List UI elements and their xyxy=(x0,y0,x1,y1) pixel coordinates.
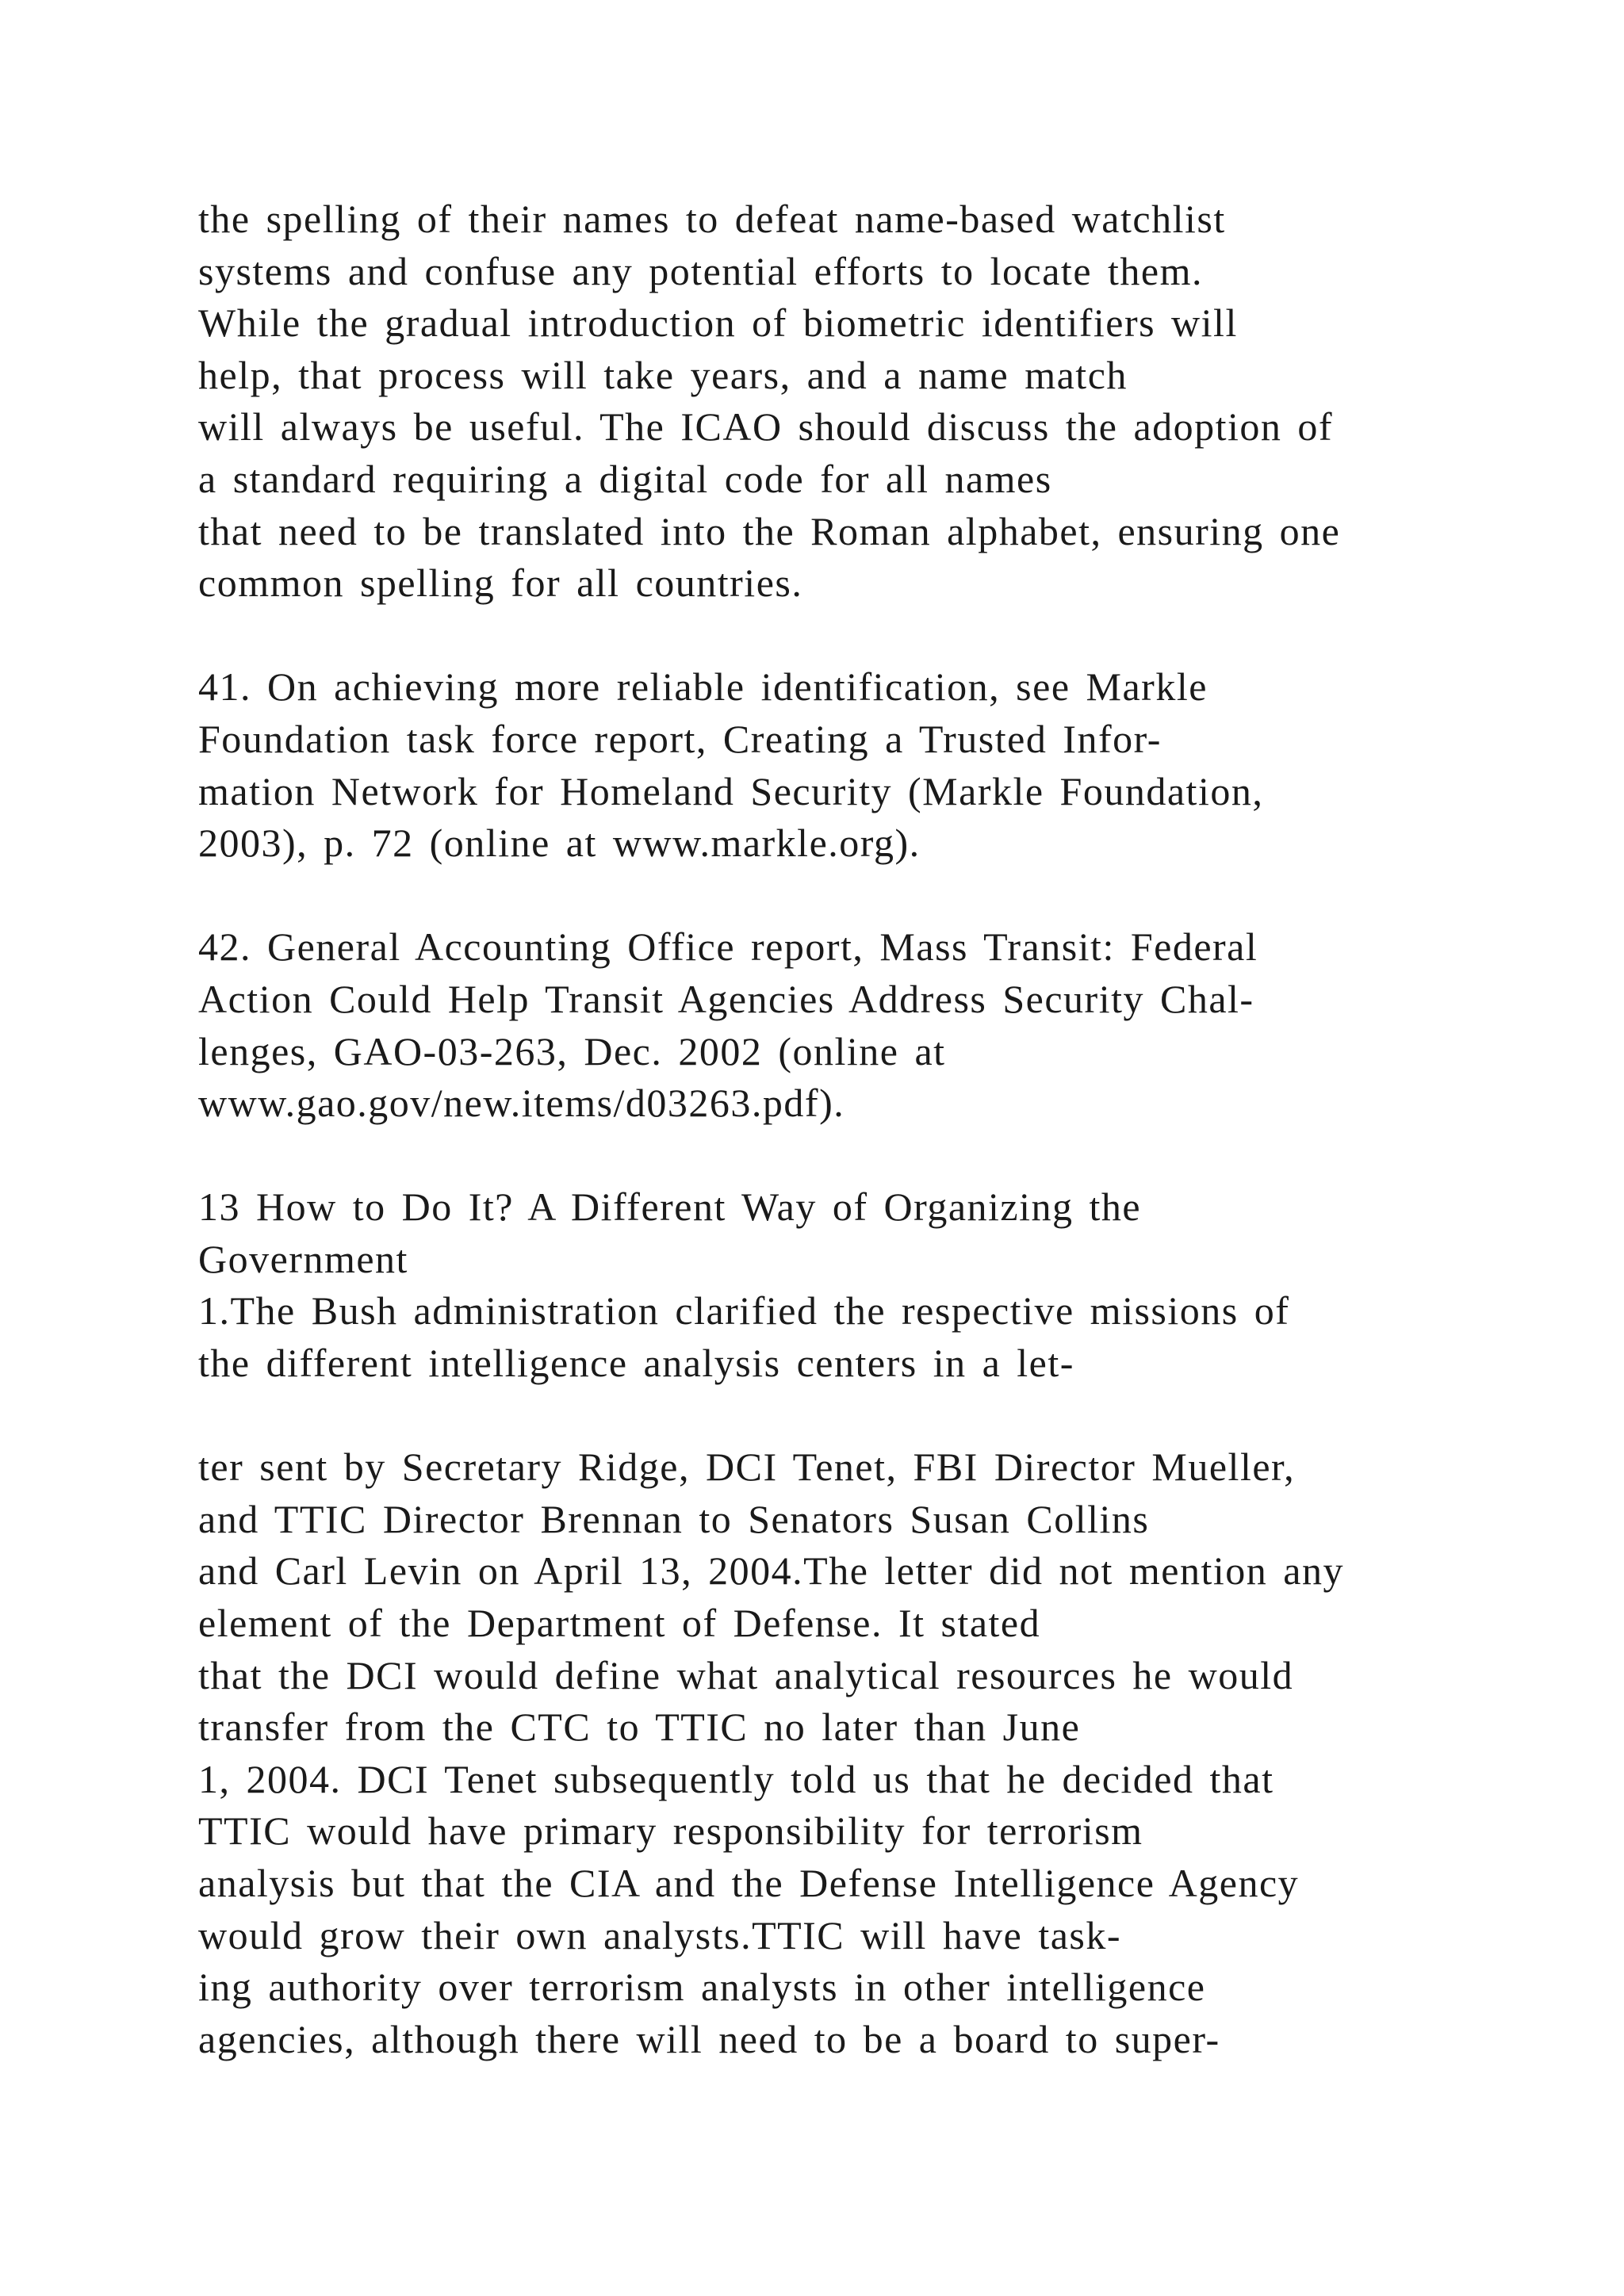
blank-line xyxy=(198,610,1546,662)
text-line: element of the Department of Defense. It stated xyxy=(198,1601,1041,1646)
text-line: Foundation task force report, Creating a Trusted Infor- xyxy=(198,716,1162,761)
text-line: 41. On achieving more reliable identification, see Markle xyxy=(198,664,1208,710)
text-line: mation Network for Homeland Security (Markle Foundation, xyxy=(198,768,1264,813)
text-line: would grow their own analysts.TTIC will have task- xyxy=(198,1912,1122,1957)
text-line: ing authority over terrorism analysts in other intelligence xyxy=(198,1965,1206,2010)
text-line: www.gao.gov/new.items/d03263.pdf). xyxy=(198,1081,845,1126)
text-line: and TTIC Director Brennan to Senators Susan Collins xyxy=(198,1496,1150,1541)
text-line: agencies, although there will need to be a board to super- xyxy=(198,2016,1220,2061)
text-line: common spelling for all countries. xyxy=(198,561,803,606)
blank-line xyxy=(198,1130,1546,1182)
text-line: While the gradual introduction of biometric identifiers will xyxy=(198,300,1238,346)
text-line: Government xyxy=(198,1236,408,1281)
text-line: 2003), p. 72 (online at www.markle.org). xyxy=(198,821,921,866)
text-line: lenges, GAO-03-263, Dec. 2002 (online at xyxy=(198,1028,946,1073)
body-text xyxy=(198,193,1546,2065)
text-line: help, that process will take years, and a name match xyxy=(198,352,1128,397)
text-line: that need to be translated into the Roman alphabet, ensuring one xyxy=(198,508,1341,553)
text-line: systems and confuse any potential efforts to locate them. xyxy=(198,248,1203,293)
text-line: the different intelligence analysis centers in a let- xyxy=(198,1341,1074,1386)
text-line: will always be useful. The ICAO should discuss the adoption of xyxy=(198,404,1334,450)
blank-line xyxy=(198,1390,1546,1442)
text-line: analysis but that the CIA and the Defense Intelligence Agency xyxy=(198,1861,1300,1905)
text-line: the spelling of their names to defeat name-based watchlist xyxy=(198,197,1226,241)
text-line: 13 How to Do It? A Different Way of Organizing the xyxy=(198,1184,1142,1230)
blank-line xyxy=(198,870,1546,922)
text-line: transfer from the CTC to TTIC no later than June xyxy=(198,1705,1081,1750)
text-line: Action Could Help Transit Agencies Address Security Chal- xyxy=(198,976,1254,1021)
text-line: ter sent by Secretary Ridge, DCI Tenet, FBI Director Mueller, xyxy=(198,1445,1296,1490)
text-line: 1.The Bush administration clarified the respective missions of xyxy=(198,1288,1290,1334)
text-line: 42. General Accounting Office report, Mass Transit: Federal xyxy=(198,924,1258,970)
text-line: TTIC would have primary responsibility for terrorism xyxy=(198,1808,1143,1854)
text-line: and Carl Levin on April 13, 2004.The letter did not mention any xyxy=(198,1548,1344,1594)
text-line: 1, 2004. DCI Tenet subsequently told us that he decided that xyxy=(198,1756,1274,1801)
text-line: that the DCI would define what analytical resources he would xyxy=(198,1652,1294,1697)
text-line: a standard requiring a digital code for all names xyxy=(198,456,1052,501)
